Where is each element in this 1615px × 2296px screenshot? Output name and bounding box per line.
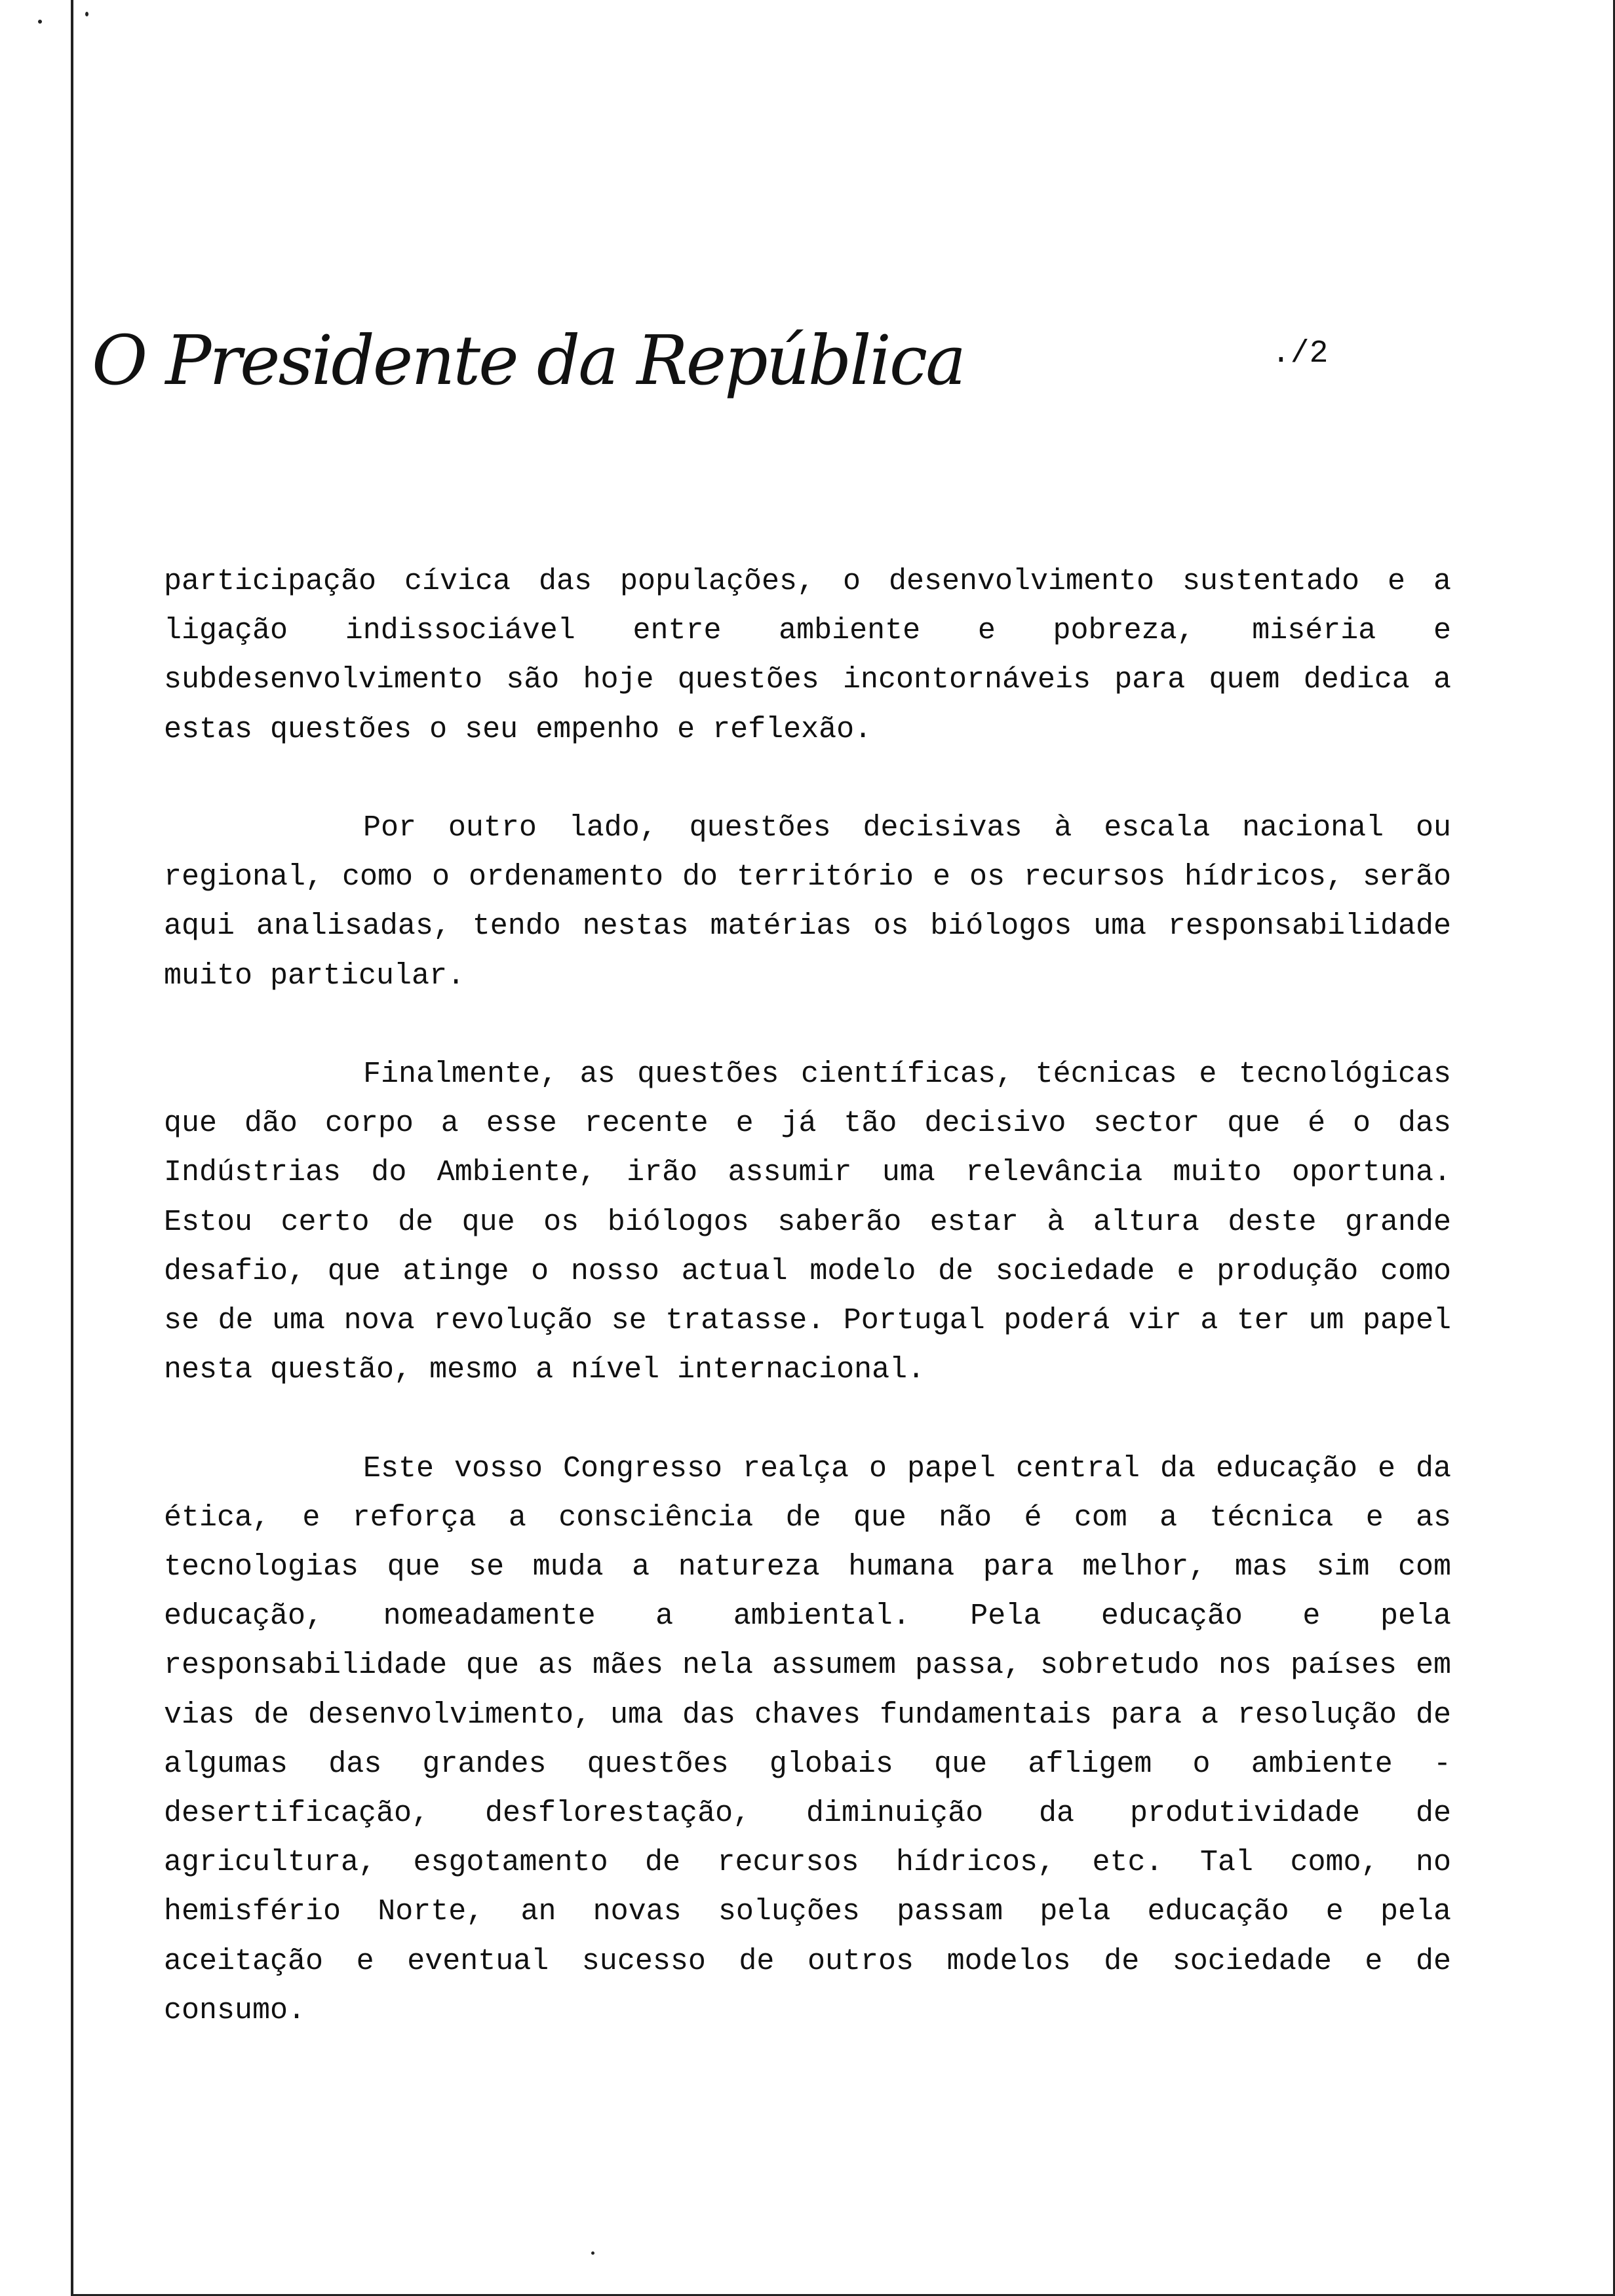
scan-speck [85, 12, 88, 16]
paragraph: Este vosso Congresso realça o papel central da educação e da ética, e reforça a consciência de que não é com a técnica e as tecnologias que se muda a natureza humana para melhor, mas sim com educação, nomeadamente a ambiental. Pela educação e pela responsabilidade que as mães nela assumem passa, sobretudo nos países em vias de desenvolvimento, uma das chaves fundamentais para a resolução de algumas das grandes questões globais que afligem o ambiente - desertificação, desflorestação, diminuição da produtividade de agricultura, esgotamento de recursos hídricos, etc. Tal como, no hemisfério Norte, an novas soluções passam pela educação e pela aceitação e eventual sucesso de outros modelos de sociedade e de consumo. [164, 1451, 1451, 2027]
paragraph: Por outro lado, questões decisivas à escala nacional ou regional, como o ordenamento do território e os recursos hídricos, serão aqui analisadas, tendo nestas matérias os biólogos uma responsabilidade muito particular. [164, 811, 1451, 993]
paragraph: participação cívica das populações, o desenvolvimento sustentado e a ligação indissociável entre ambiente e pobreza, miséria e subdesenvolvimento são hoje questões incontornáveis para quem dedica a estas questões o seu empenho e reflexão. [164, 565, 1451, 746]
letterhead-title: O Presidente da República [92, 320, 965, 400]
scan-speck [38, 20, 42, 24]
left-margin-rule [71, 0, 73, 2296]
page-number: ./2 [1272, 336, 1329, 372]
paragraph: Finalmente, as questões científicas, técnicas e tecnológicas que dão corpo a esse recente e já tão decisivo sector que é o das Indústrias do Ambiente, irão assumir uma relevância muito oportuna. Estou certo de que os biólogos saberão estar à altura deste grande desafio, que atinge o nosso actual modelo de sociedade e produção como se de uma nova revolução se tratasse. Portugal poderá vir a ter um papel nesta questão, mesmo a nível internacional. [164, 1058, 1451, 1387]
letter-body [164, 557, 1451, 2084]
scan-speck [591, 2251, 594, 2255]
